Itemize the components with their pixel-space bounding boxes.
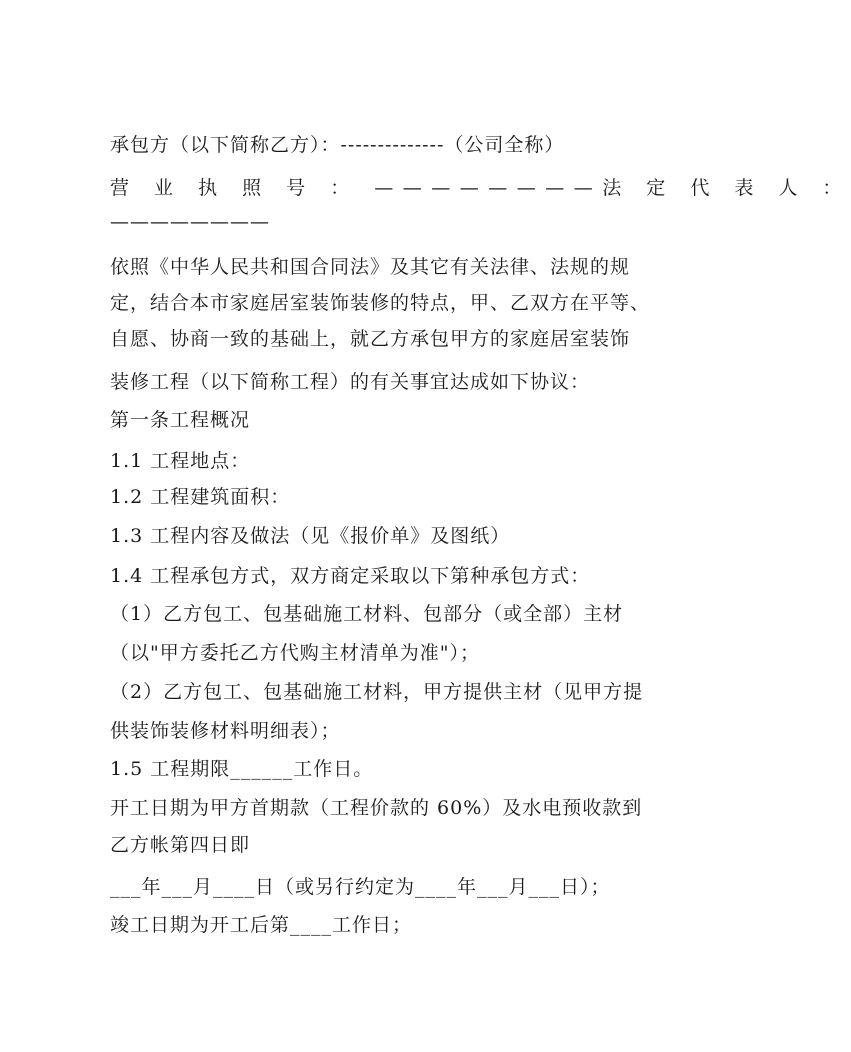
item-1-3: 1.3 工程内容及做法（见《报价单》及图纸） <box>110 525 511 547</box>
option-2-line-2: 供装饰装修材料明细表）； <box>110 720 341 742</box>
start-date-line-1: 开工日期为甲方首期款（工程价款的 60%）及水电预收款到 <box>110 797 643 819</box>
intro-line-4: 装修工程（以下简称工程）的有关事宜达成如下协议： <box>110 371 591 393</box>
item-1-5: 1.5 工程期限______工作日。 <box>110 758 374 780</box>
article-1-title: 第一条工程概况 <box>110 409 251 431</box>
option-1-line-2: （以"甲方委托乙方代购主材清单为准"）； <box>110 642 480 664</box>
item-1-4: 1.4 工程承包方式，双方商定采取以下第种承包方式： <box>110 565 591 587</box>
completion-date-line: 竣工日期为开工后第____工作日； <box>110 914 413 936</box>
intro-line-1: 依照《中华人民共和国合同法》及其它有关法律、法规的规 <box>110 256 631 278</box>
item-1-2: 1.2 工程建筑面积： <box>110 486 291 508</box>
intro-line-3: 自愿、协商一致的基础上，就乙方承包甲方的家庭居室装饰 <box>110 328 631 350</box>
start-date-line-2: 乙方帐第四日即 <box>110 834 251 856</box>
license-representative-line: 营 业 执 照 号 ： ————————法 定 代 表 人 ： <box>110 177 851 199</box>
intro-line-2: 定，结合本市家庭居室装饰装修的特点，甲、乙双方在平等、 <box>110 292 651 314</box>
date-fill-line: ___年___月____日（或另行约定为____年___月___日）； <box>110 876 611 898</box>
option-1-line-1: （1）乙方包工、包基础施工材料、包部分（或全部）主材 <box>110 603 624 625</box>
option-2-line-1: （2）乙方包工、包基础施工材料，甲方提供主材（见甲方提 <box>110 681 644 703</box>
representative-blank: ———————— <box>110 211 270 233</box>
item-1-1: 1.1 工程地点： <box>110 450 251 472</box>
contractor-line: 承包方（以下简称乙方）：--------------（公司全称） <box>110 134 565 156</box>
